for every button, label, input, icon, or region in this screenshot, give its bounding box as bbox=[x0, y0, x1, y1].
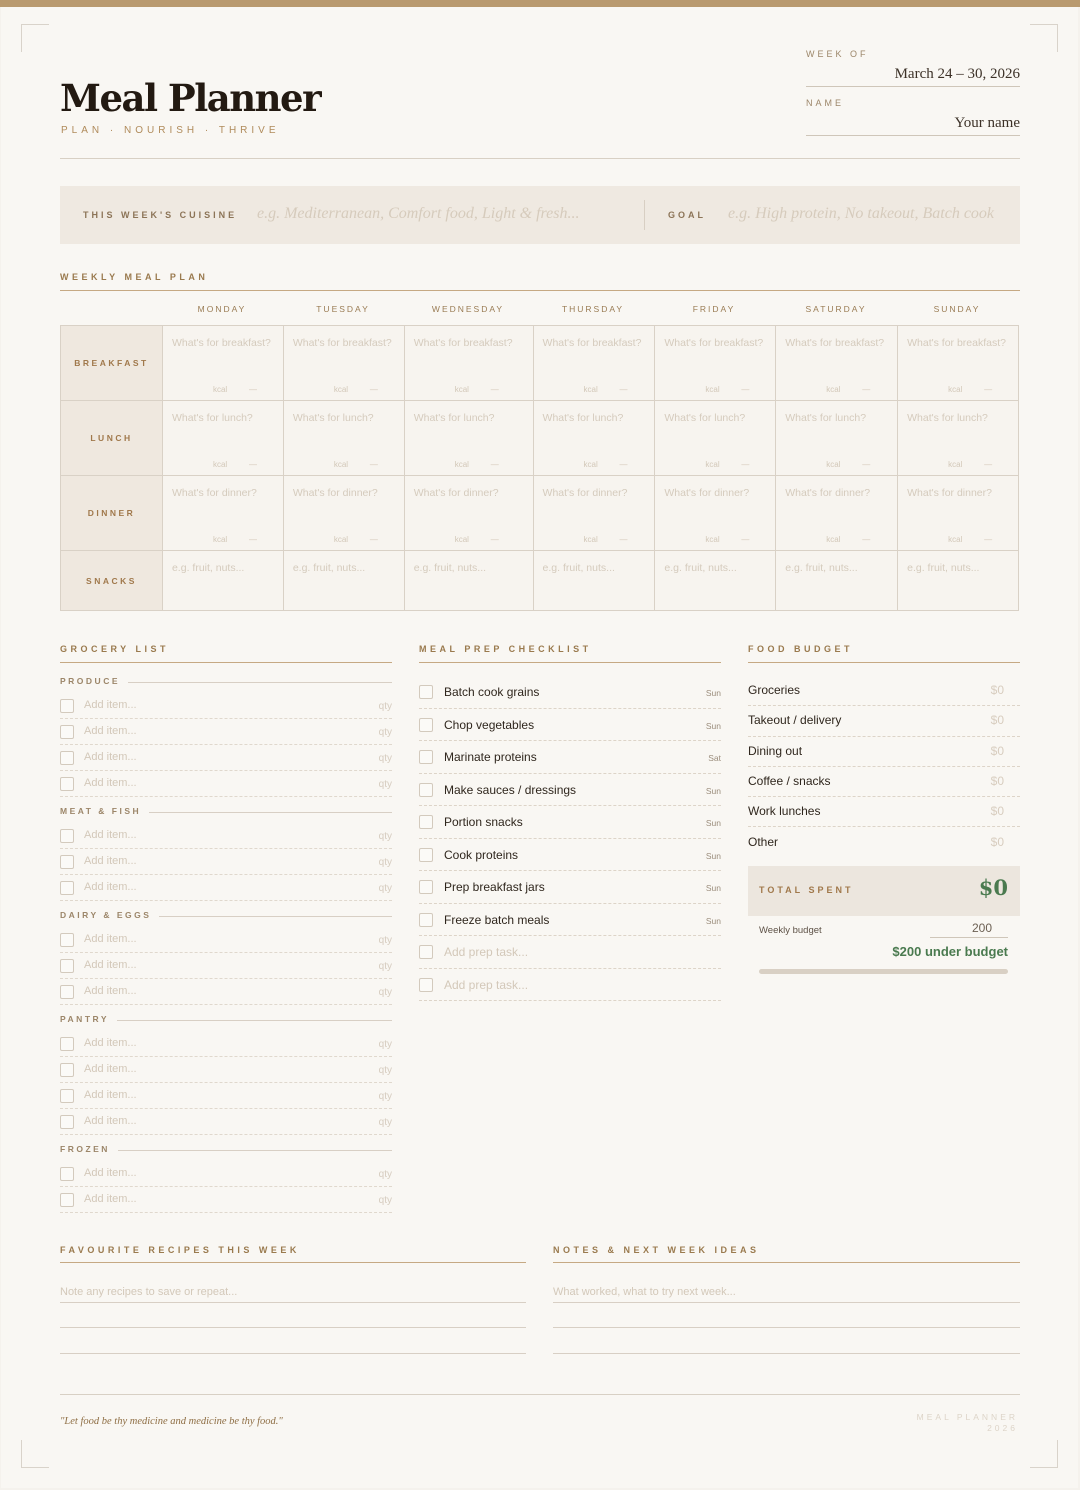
kcal-value[interactable]: — bbox=[984, 460, 993, 469]
grocery-item bbox=[60, 1161, 392, 1187]
kcal-value[interactable]: — bbox=[619, 460, 628, 469]
meal-cell[interactable] bbox=[162, 401, 283, 476]
prep-day: Sat bbox=[708, 753, 721, 763]
row-label: LUNCH bbox=[61, 401, 163, 476]
kcal-value[interactable]: — bbox=[248, 385, 257, 394]
prep-checkbox[interactable] bbox=[419, 783, 433, 797]
note-line bbox=[60, 1302, 526, 1303]
budget-row bbox=[748, 676, 1020, 706]
budget-amount-input[interactable]: $0 bbox=[990, 683, 1004, 697]
total-spent-box bbox=[748, 866, 1020, 916]
note-line[interactable] bbox=[60, 1353, 526, 1354]
meal-placeholder: What's for breakfast? bbox=[292, 337, 392, 349]
grocery-category bbox=[60, 910, 392, 922]
grocery-item-input[interactable]: Add item... bbox=[84, 699, 137, 711]
top-accent-bar bbox=[0, 0, 1080, 7]
grocery-checkbox[interactable] bbox=[60, 829, 74, 843]
prep-day: Sun bbox=[705, 883, 721, 893]
meal-grid bbox=[60, 325, 1019, 611]
kcal-label: kcal bbox=[705, 535, 720, 544]
grocery-checkbox[interactable] bbox=[60, 751, 74, 765]
cuisine-goal-banner bbox=[60, 186, 1020, 244]
day-header-thursday: THURSDAY bbox=[561, 304, 625, 314]
grocery-item-input[interactable]: Add item... bbox=[84, 1193, 137, 1205]
kcal-label: kcal bbox=[583, 385, 598, 394]
grocery-item-input[interactable]: Add item... bbox=[84, 933, 137, 945]
grocery-category bbox=[60, 806, 392, 818]
kcal-label: kcal bbox=[826, 385, 841, 394]
grocery-item-input[interactable]: Add item... bbox=[84, 881, 137, 893]
grocery-category-label: DAIRY & EGGS bbox=[60, 910, 159, 920]
meal-cell[interactable] bbox=[404, 326, 533, 401]
tagline: PLAN · NOURISH · THRIVE bbox=[61, 125, 280, 136]
grocery-checkbox[interactable] bbox=[60, 1089, 74, 1103]
grocery-qty-input[interactable]: qty bbox=[378, 883, 392, 894]
meal-cell[interactable] bbox=[283, 401, 404, 476]
prep-task bbox=[419, 709, 721, 742]
grocery-qty-input[interactable]: qty bbox=[378, 1117, 392, 1128]
grocery-item bbox=[60, 849, 392, 875]
weekly-budget-label: Weekly budget bbox=[759, 925, 822, 936]
kcal-value[interactable]: — bbox=[862, 535, 871, 544]
prep-day: Sun bbox=[705, 818, 721, 828]
meal-cell[interactable] bbox=[655, 401, 776, 476]
grocery-qty-input[interactable]: qty bbox=[378, 935, 392, 946]
meal-placeholder: e.g. fruit, nuts... bbox=[413, 562, 487, 574]
grocery-qty-input[interactable]: qty bbox=[378, 1091, 392, 1102]
grocery-item-input[interactable]: Add item... bbox=[84, 1115, 137, 1127]
kcal-label: kcal bbox=[333, 535, 349, 544]
kcal-label: kcal bbox=[948, 460, 963, 469]
meal-placeholder: What's for lunch? bbox=[907, 412, 988, 424]
prep-task-label: Prep breakfast jars bbox=[444, 880, 545, 894]
meal-placeholder: e.g. fruit, nuts... bbox=[785, 562, 858, 574]
meal-placeholder: What's for breakfast? bbox=[907, 337, 1006, 349]
budget-amount-input[interactable]: $0 bbox=[990, 713, 1004, 728]
note-line[interactable] bbox=[60, 1327, 526, 1328]
budget-amount-input[interactable]: $0 bbox=[990, 773, 1004, 788]
section-rule bbox=[60, 662, 392, 663]
meal-cell[interactable] bbox=[533, 476, 655, 551]
meal-placeholder: What's for breakfast? bbox=[664, 337, 764, 349]
kcal-value[interactable]: — bbox=[984, 535, 993, 544]
grocery-item bbox=[60, 719, 392, 745]
grocery-qty-input[interactable]: qty bbox=[378, 727, 392, 738]
corner-mark bbox=[1030, 1440, 1058, 1468]
meal-placeholder: What's for dinner? bbox=[542, 487, 628, 499]
meal-placeholder: What's for dinner? bbox=[171, 487, 257, 499]
add-prep-task bbox=[419, 969, 721, 1002]
grocery-category-label: PRODUCE bbox=[60, 676, 128, 686]
prep-day: Sun bbox=[705, 915, 721, 926]
meal-cell[interactable] bbox=[404, 476, 533, 551]
meal-cell[interactable] bbox=[162, 326, 283, 401]
total-spent-value: $0 bbox=[978, 875, 1008, 900]
budget-category-label: Takeout / delivery bbox=[748, 713, 842, 728]
cuisine-label: THIS WEEK'S CUISINE bbox=[83, 210, 238, 220]
meal-placeholder: What's for breakfast? bbox=[542, 337, 642, 349]
food-budget-title: FOOD BUDGET bbox=[748, 644, 853, 654]
note-line[interactable] bbox=[553, 1327, 1020, 1328]
kcal-label: kcal bbox=[948, 385, 963, 394]
recipes-input[interactable]: Note any recipes to save or repeat... bbox=[60, 1286, 238, 1298]
prep-checkbox[interactable] bbox=[419, 913, 433, 927]
budget-category-label: Other bbox=[748, 834, 779, 849]
grocery-qty-input[interactable]: qty bbox=[378, 701, 392, 712]
meal-placeholder: e.g. fruit, nuts... bbox=[664, 562, 737, 574]
grocery-item bbox=[60, 1083, 392, 1109]
prep-day: Sun bbox=[705, 688, 721, 698]
meal-cell[interactable] bbox=[162, 551, 283, 611]
budget-row bbox=[748, 767, 1020, 797]
meal-placeholder: What's for lunch? bbox=[542, 412, 624, 424]
recipes-title: FAVOURITE RECIPES THIS WEEK bbox=[60, 1245, 300, 1255]
corner-mark bbox=[21, 1440, 49, 1468]
meal-cell[interactable] bbox=[655, 476, 776, 551]
meal-placeholder: What's for dinner? bbox=[785, 487, 871, 499]
grocery-item-input[interactable]: Add item... bbox=[84, 959, 137, 971]
section-rule bbox=[748, 662, 1020, 663]
grocery-item bbox=[60, 927, 392, 953]
prep-task-label: Portion snacks bbox=[444, 815, 523, 829]
grocery-item-input[interactable]: Add item... bbox=[84, 1089, 137, 1101]
meal-row-breakfast bbox=[61, 326, 1019, 401]
meal-placeholder: What's for dinner? bbox=[413, 487, 499, 499]
kcal-label: kcal bbox=[454, 460, 469, 469]
prep-checkbox[interactable] bbox=[419, 945, 433, 959]
grocery-checkbox[interactable] bbox=[60, 959, 74, 973]
grocery-item bbox=[60, 1031, 392, 1057]
row-label: DINNER bbox=[61, 476, 163, 551]
grocery-checkbox[interactable] bbox=[60, 1193, 74, 1207]
kcal-label: kcal bbox=[948, 535, 963, 544]
corner-mark bbox=[1030, 24, 1058, 52]
grocery-qty-input[interactable]: qty bbox=[378, 831, 392, 842]
prep-checkbox[interactable] bbox=[419, 978, 433, 992]
grocery-checkbox[interactable] bbox=[60, 1037, 74, 1051]
meal-placeholder: What's for breakfast? bbox=[171, 337, 271, 349]
prep-checkbox[interactable] bbox=[419, 718, 433, 732]
kcal-value[interactable]: — bbox=[741, 535, 750, 544]
meal-cell[interactable] bbox=[776, 476, 898, 551]
notes-title: NOTES & NEXT WEEK IDEAS bbox=[553, 1245, 760, 1255]
grocery-checkbox[interactable] bbox=[60, 699, 74, 713]
meal-cell[interactable] bbox=[404, 551, 533, 611]
kcal-value[interactable]: — bbox=[248, 535, 257, 544]
meal-placeholder: e.g. fruit, nuts... bbox=[171, 562, 245, 574]
prep-task bbox=[419, 871, 721, 904]
budget-amount-input[interactable]: $0 bbox=[990, 743, 1004, 758]
add-prep-task bbox=[419, 936, 721, 969]
weekly-budget-input[interactable]: 200 bbox=[930, 921, 1008, 938]
kcal-value[interactable]: — bbox=[862, 385, 871, 394]
meal-cell[interactable] bbox=[655, 551, 776, 611]
grocery-qty-input[interactable]: qty bbox=[378, 1195, 392, 1206]
prep-task bbox=[419, 676, 721, 709]
grocery-item bbox=[60, 979, 392, 1005]
prep-task-label: Freeze batch meals bbox=[444, 912, 550, 927]
day-header-friday: FRIDAY bbox=[692, 304, 736, 314]
meal-placeholder: What's for dinner? bbox=[907, 487, 992, 499]
meal-cell[interactable] bbox=[283, 326, 404, 401]
prep-task bbox=[419, 774, 721, 807]
budget-category-label: Work lunches bbox=[748, 804, 821, 819]
prep-task-label: Cook proteins bbox=[444, 847, 519, 862]
budget-progress-bar bbox=[759, 969, 1008, 974]
grocery-category-label: PANTRY bbox=[60, 1014, 117, 1024]
banner-divider bbox=[644, 200, 645, 230]
week-of-label: WEEK OF bbox=[806, 49, 869, 59]
budget-category-label: Dining out bbox=[748, 743, 803, 758]
meal-cell[interactable] bbox=[898, 551, 1019, 611]
grocery-category-label: MEAT & FISH bbox=[60, 806, 149, 816]
kcal-label: kcal bbox=[454, 535, 469, 544]
meal-row-snacks bbox=[61, 551, 1019, 611]
kcal-value[interactable]: — bbox=[619, 385, 628, 394]
grocery-checkbox[interactable] bbox=[60, 1063, 74, 1077]
meal-cell[interactable] bbox=[898, 326, 1019, 401]
footer-brand-year: 2026 bbox=[987, 1423, 1018, 1433]
kcal-value[interactable]: — bbox=[741, 385, 750, 394]
grocery-item-input[interactable]: Add item... bbox=[84, 985, 137, 997]
meal-placeholder: What's for lunch? bbox=[664, 412, 746, 424]
grocery-item bbox=[60, 1109, 392, 1135]
kcal-label: kcal bbox=[212, 535, 228, 544]
add-prep-input[interactable]: Add prep task... bbox=[444, 977, 529, 992]
grocery-checkbox[interactable] bbox=[60, 725, 74, 739]
grocery-item bbox=[60, 1057, 392, 1083]
kcal-value[interactable]: — bbox=[741, 460, 750, 469]
budget-category-label: Coffee / snacks bbox=[748, 773, 831, 788]
grocery-checkbox[interactable] bbox=[60, 933, 74, 947]
grocery-checkbox[interactable] bbox=[60, 855, 74, 869]
add-prep-input[interactable]: Add prep task... bbox=[444, 945, 529, 959]
meal-placeholder: What's for breakfast? bbox=[413, 337, 513, 349]
cuisine-input[interactable]: e.g. Mediterranean, Comfort food, Light & fresh... bbox=[257, 205, 580, 222]
grocery-qty-input[interactable]: qty bbox=[378, 857, 392, 868]
note-line[interactable] bbox=[553, 1353, 1020, 1354]
prep-checkbox[interactable] bbox=[419, 880, 433, 894]
meal-placeholder: What's for lunch? bbox=[292, 412, 374, 424]
grocery-list-title: GROCERY LIST bbox=[60, 644, 170, 654]
kcal-label: kcal bbox=[333, 385, 349, 394]
kcal-label: kcal bbox=[583, 460, 598, 469]
meal-placeholder: What's for lunch? bbox=[785, 412, 867, 424]
grocery-checkbox[interactable] bbox=[60, 985, 74, 999]
row-label: BREAKFAST bbox=[61, 326, 163, 401]
kcal-label: kcal bbox=[333, 460, 349, 469]
name-label: NAME bbox=[806, 98, 845, 108]
budget-row bbox=[748, 797, 1020, 827]
meal-row-lunch bbox=[61, 401, 1019, 476]
grocery-checkbox[interactable] bbox=[60, 777, 74, 791]
meal-cell[interactable] bbox=[533, 551, 655, 611]
row-label: SNACKS bbox=[61, 551, 163, 611]
grocery-item-input[interactable]: Add item... bbox=[84, 829, 137, 841]
grocery-item-input[interactable]: Add item... bbox=[84, 855, 137, 867]
meal-cell[interactable] bbox=[283, 476, 404, 551]
kcal-label: kcal bbox=[826, 460, 841, 469]
grocery-item-input[interactable]: Add item... bbox=[84, 1063, 137, 1075]
kcal-label: kcal bbox=[454, 385, 469, 394]
prep-task bbox=[419, 806, 721, 839]
grocery-item bbox=[60, 953, 392, 979]
grocery-item-input[interactable]: Add item... bbox=[84, 1037, 137, 1049]
grocery-qty-input[interactable]: qty bbox=[378, 1169, 392, 1180]
prep-task bbox=[419, 839, 721, 872]
grocery-item-input[interactable]: Add item... bbox=[84, 777, 137, 789]
grocery-item-input[interactable]: Add item... bbox=[84, 1167, 137, 1179]
goal-label: GOAL bbox=[668, 210, 706, 220]
kcal-value[interactable]: — bbox=[369, 385, 378, 394]
day-header-wednesday: WEDNESDAY bbox=[431, 304, 505, 314]
grocery-item bbox=[60, 745, 392, 771]
name-field[interactable]: Your name bbox=[806, 115, 1020, 136]
total-spent-label: TOTAL SPENT bbox=[759, 885, 854, 895]
kcal-value[interactable]: — bbox=[490, 535, 499, 544]
meal-cell[interactable] bbox=[533, 326, 655, 401]
meal-cell[interactable] bbox=[898, 401, 1019, 476]
grocery-item-input[interactable]: Add item... bbox=[84, 725, 137, 737]
meal-cell[interactable] bbox=[776, 326, 898, 401]
footer-divider bbox=[60, 1394, 1020, 1395]
prep-task-label: Chop vegetables bbox=[444, 717, 535, 732]
page-title: Meal Planner bbox=[60, 76, 321, 120]
corner-mark bbox=[21, 24, 49, 52]
day-header-sunday: SUNDAY bbox=[933, 304, 981, 314]
prep-day: Sun bbox=[705, 850, 721, 861]
meal-placeholder: e.g. fruit, nuts... bbox=[907, 562, 980, 574]
section-rule bbox=[60, 290, 1020, 291]
budget-amount-input[interactable]: $0 bbox=[990, 834, 1004, 849]
weekly-plan-title: WEEKLY MEAL PLAN bbox=[60, 272, 209, 282]
kcal-label: kcal bbox=[705, 385, 720, 394]
footer-brand bbox=[880, 1412, 1018, 1434]
kcal-value[interactable]: — bbox=[490, 385, 499, 394]
section-rule bbox=[419, 662, 721, 663]
kcal-label: kcal bbox=[212, 385, 228, 394]
prep-task bbox=[419, 904, 721, 937]
kcal-label: kcal bbox=[705, 460, 720, 469]
meal-placeholder: e.g. fruit, nuts... bbox=[292, 562, 366, 574]
footer-brand-name: MEAL PLANNER bbox=[916, 1412, 1018, 1422]
kcal-value[interactable]: — bbox=[619, 535, 628, 544]
kcal-value[interactable]: — bbox=[369, 535, 378, 544]
grocery-qty-input[interactable]: qty bbox=[378, 1039, 392, 1050]
meal-cell[interactable] bbox=[283, 551, 404, 611]
kcal-value[interactable]: — bbox=[862, 460, 871, 469]
grocery-qty-input[interactable]: qty bbox=[378, 753, 392, 764]
header-divider bbox=[60, 158, 1020, 159]
notes-input[interactable]: What worked, what to try next week... bbox=[553, 1286, 736, 1298]
meal-placeholder: What's for dinner? bbox=[292, 487, 378, 499]
grocery-qty-input[interactable]: qty bbox=[378, 1065, 392, 1076]
meal-cell[interactable] bbox=[776, 551, 898, 611]
week-of-field[interactable]: March 24 – 30, 2026 bbox=[806, 66, 1020, 87]
kcal-label: kcal bbox=[826, 535, 841, 544]
grocery-qty-input[interactable]: qty bbox=[378, 961, 392, 972]
grocery-item bbox=[60, 875, 392, 901]
meal-placeholder: What's for lunch? bbox=[171, 412, 253, 424]
goal-input[interactable]: e.g. High protein, No takeout, Batch cook bbox=[728, 205, 995, 222]
meal-placeholder: What's for dinner? bbox=[664, 487, 750, 499]
prep-day: Sun bbox=[705, 720, 721, 731]
kcal-value[interactable]: — bbox=[490, 460, 499, 469]
grocery-checkbox[interactable] bbox=[60, 1167, 74, 1181]
day-header-tuesday: TUESDAY bbox=[316, 304, 370, 314]
prep-task-label: Batch cook grains bbox=[444, 685, 540, 699]
prep-checkbox[interactable] bbox=[419, 815, 433, 829]
grocery-category bbox=[60, 676, 392, 688]
budget-row bbox=[748, 828, 1020, 858]
grocery-qty-input[interactable]: qty bbox=[378, 987, 392, 998]
grocery-item-input[interactable]: Add item... bbox=[84, 751, 137, 763]
kcal-value[interactable]: — bbox=[984, 385, 993, 394]
prep-task bbox=[419, 741, 721, 774]
grocery-item bbox=[60, 771, 392, 797]
prep-checkbox[interactable] bbox=[419, 848, 433, 862]
grocery-item bbox=[60, 1187, 392, 1213]
budget-row bbox=[748, 737, 1020, 767]
section-rule bbox=[60, 1262, 526, 1263]
meal-placeholder: What's for lunch? bbox=[413, 412, 495, 424]
grocery-checkbox[interactable] bbox=[60, 1115, 74, 1129]
meal-placeholder: What's for breakfast? bbox=[785, 337, 885, 349]
prep-checkbox[interactable] bbox=[419, 685, 433, 699]
prep-checkbox[interactable] bbox=[419, 750, 433, 764]
grocery-item bbox=[60, 823, 392, 849]
prep-task-label: Marinate proteins bbox=[444, 750, 537, 764]
grocery-category bbox=[60, 1014, 392, 1026]
grocery-category-label: FROZEN bbox=[60, 1144, 118, 1154]
kcal-label: kcal bbox=[583, 535, 598, 544]
kcal-value[interactable]: — bbox=[369, 460, 378, 469]
budget-status: $200 under budget bbox=[892, 944, 1008, 959]
grocery-checkbox[interactable] bbox=[60, 881, 74, 895]
kcal-label: kcal bbox=[212, 460, 228, 469]
day-header-monday: MONDAY bbox=[197, 304, 247, 314]
grocery-qty-input[interactable]: qty bbox=[378, 779, 392, 790]
meal-placeholder: e.g. fruit, nuts... bbox=[542, 562, 615, 574]
meal-cell[interactable] bbox=[533, 401, 655, 476]
prep-day: Sun bbox=[705, 785, 721, 796]
meal-cell[interactable] bbox=[655, 326, 776, 401]
meal-prep-title: MEAL PREP CHECKLIST bbox=[419, 644, 592, 654]
grocery-category bbox=[60, 1144, 392, 1156]
meal-cell[interactable] bbox=[898, 476, 1019, 551]
section-rule bbox=[553, 1262, 1020, 1263]
grocery-item bbox=[60, 693, 392, 719]
kcal-value[interactable]: — bbox=[248, 460, 257, 469]
meal-cell[interactable] bbox=[162, 476, 283, 551]
note-line bbox=[553, 1302, 1020, 1303]
meal-cell[interactable] bbox=[776, 401, 898, 476]
budget-amount-input[interactable]: $0 bbox=[990, 804, 1004, 819]
footer-quote: "Let food be thy medicine and medicine be thy food." bbox=[60, 1416, 283, 1427]
budget-category-label: Groceries bbox=[748, 683, 801, 697]
prep-task-label: Make sauces / dressings bbox=[444, 782, 577, 797]
meal-cell[interactable] bbox=[404, 401, 533, 476]
budget-row bbox=[748, 706, 1020, 736]
day-header-saturday: SATURDAY bbox=[805, 304, 867, 314]
meal-row-dinner bbox=[61, 476, 1019, 551]
